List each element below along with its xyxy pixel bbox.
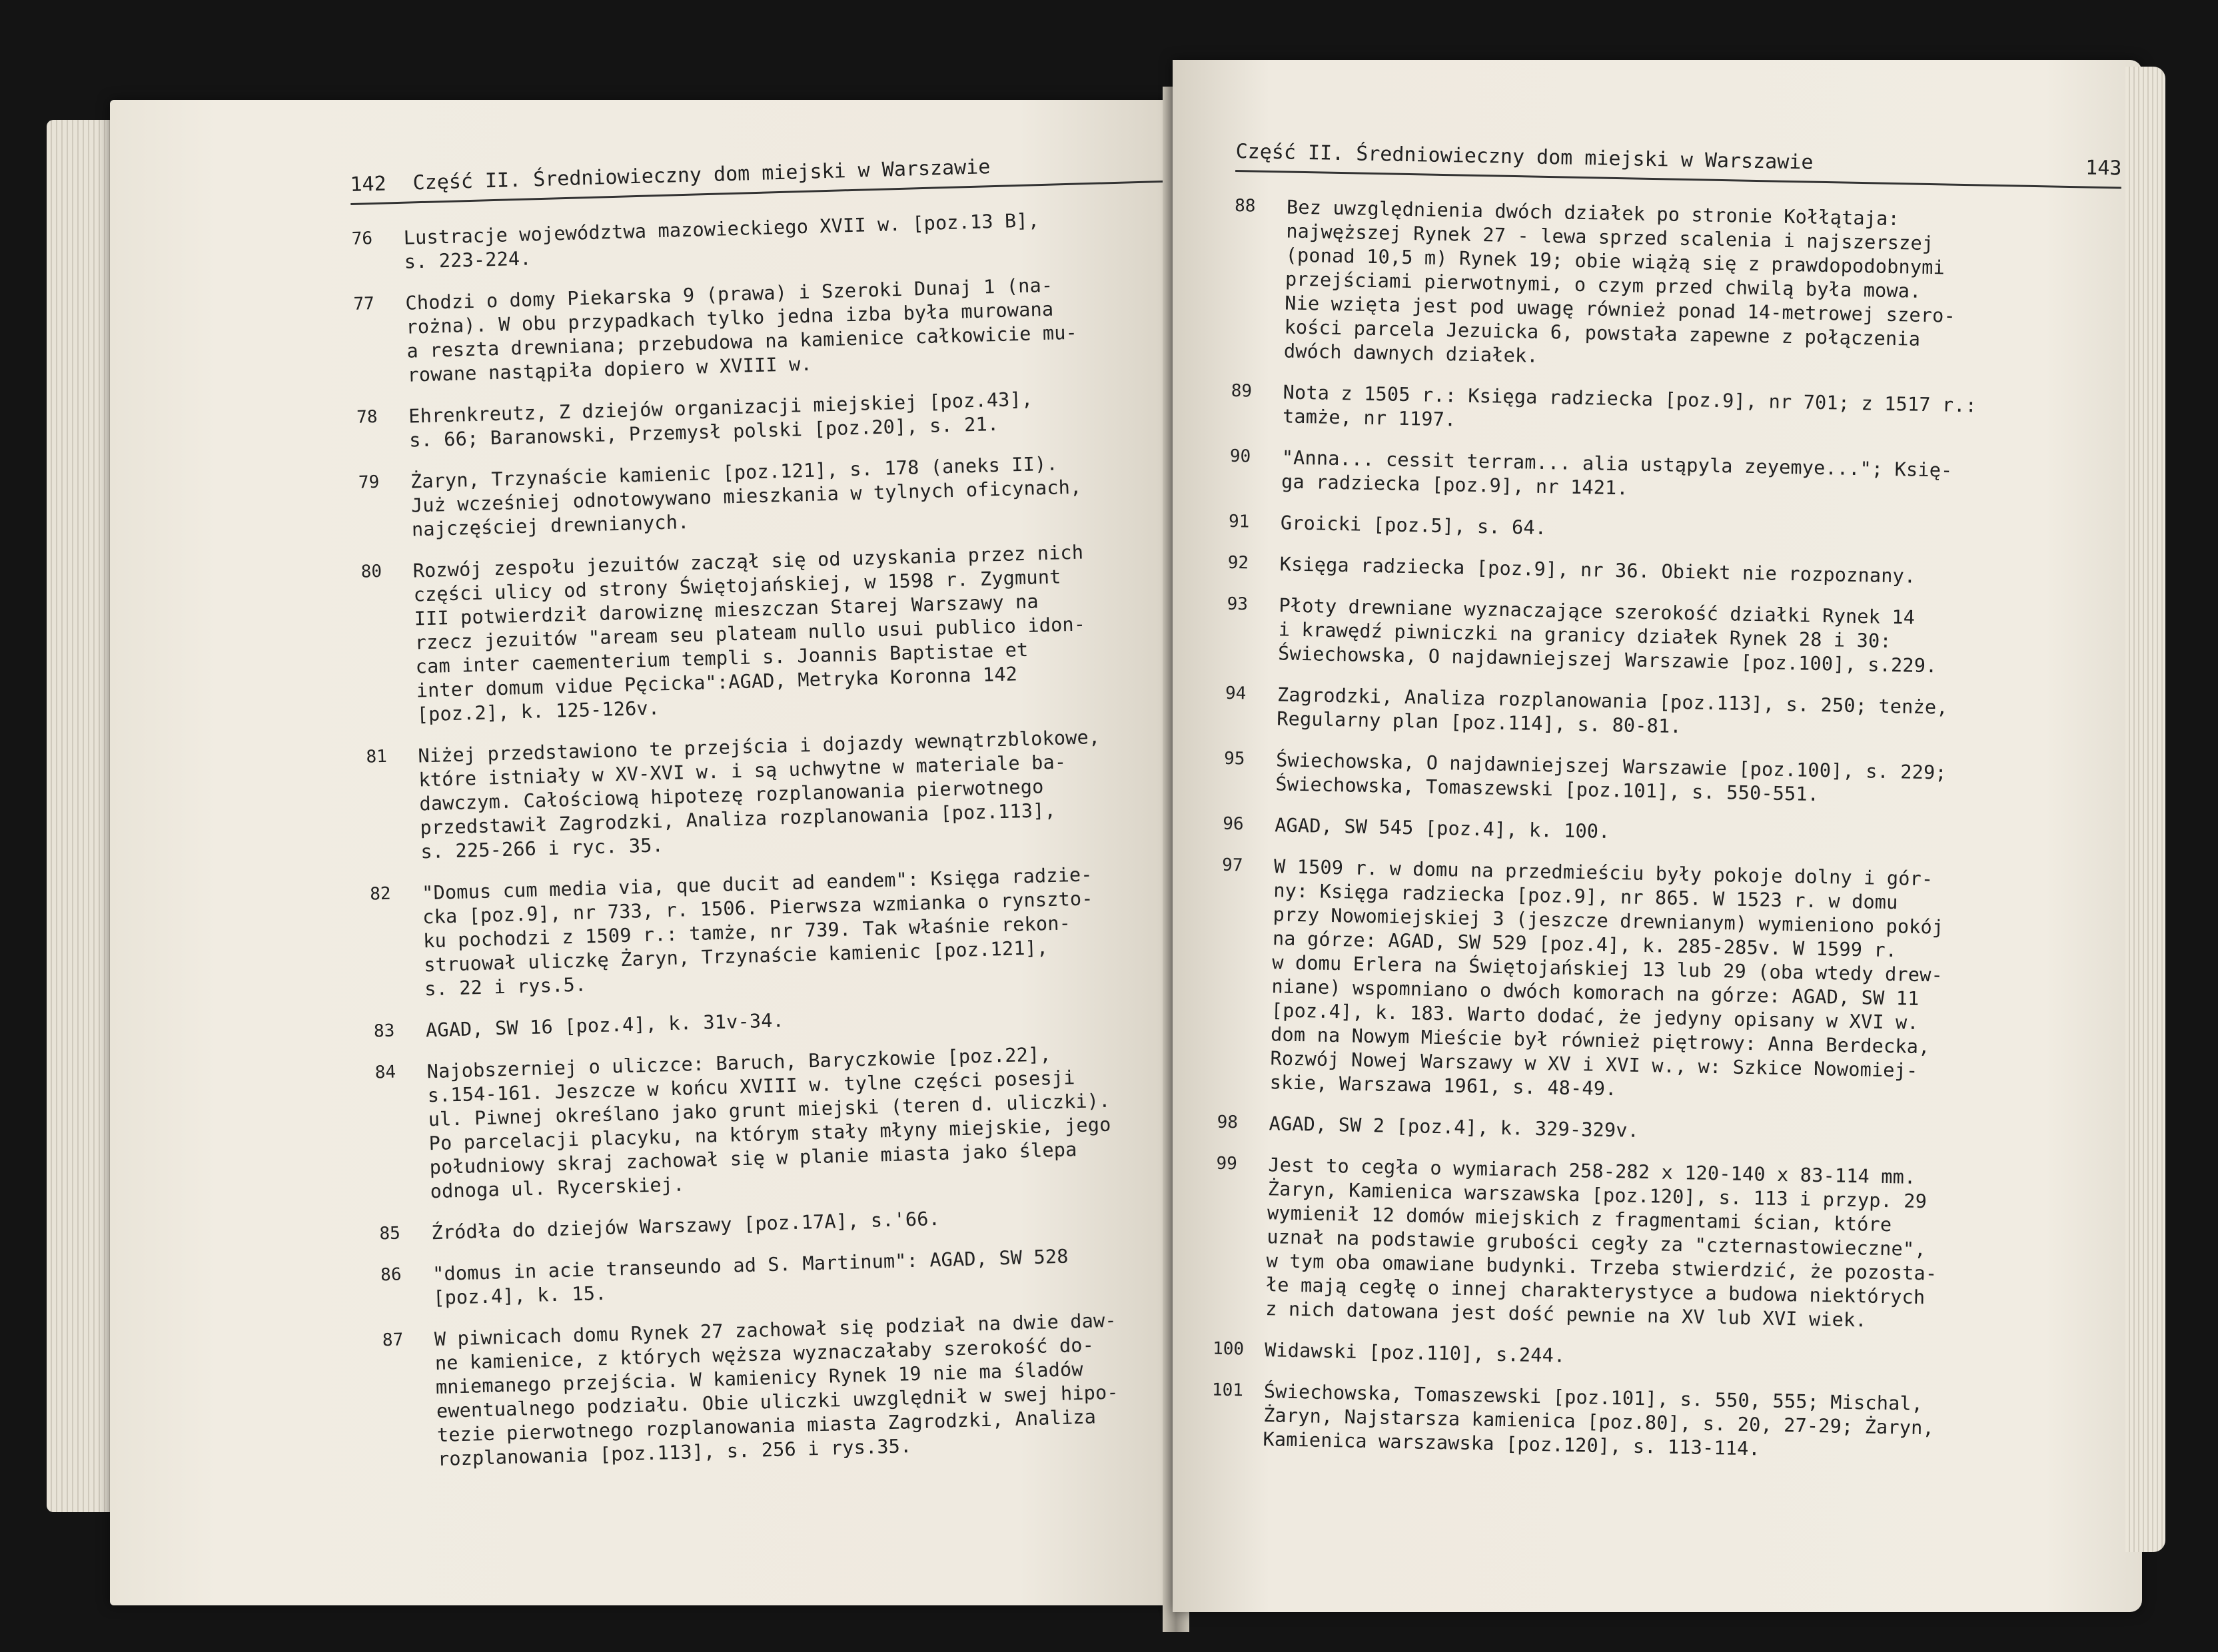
- footnote-text: Nota z 1505 r.: Księga radziecka [poz.9], nr 701; z 1517 r.: tamże, nr 1197.: [1282, 381, 1977, 431]
- footnote-text: AGAD, SW 545 [poz.4], k. 100.: [1274, 814, 1610, 843]
- footnote: [1226, 593, 2113, 682]
- running-title: Część II. Średniowieczny dom miejski w Warszawie: [412, 155, 991, 195]
- footnote: [1213, 1338, 2099, 1379]
- footnote-text: Ehrenkreutz, Z dziejów organizacji miejskiej [poz.43], s. 66; Baranowski, Przemysł polski [poz.20], s. 21.: [408, 388, 1033, 452]
- footnote-number: 77: [353, 294, 375, 314]
- footnote-text: Księga radziecka [poz.9], nr 36. Obiekt nie rozpoznany.: [1279, 553, 1916, 588]
- footnote-text: Jest to cegła o wymiarach 258-282 x 120-140 x 83-114 mm. Żaryn, Kamienica warszawska [poz.120], s. 113 i przyp. 29 wymienił 12 domów miejskich z fragmentami ścian, które uznał na podstawie grubości cegły za "czternastowieczne", w tym oba omawiane budynki. Trzeba stwierdzić, że pozosta- łe mają cegłę o innej charakterystyce a budowa niektórych z nich datowana jest dość pewnie na XV lub XVI wiek.: [1265, 1154, 1938, 1332]
- footnote: [353, 269, 1209, 389]
- footnote: [1223, 747, 2110, 813]
- page-stack-right: [2125, 67, 2165, 1552]
- footnote-number: 100: [1212, 1338, 1245, 1360]
- footnote-text: Chodzi o domy Piekarska 9 (prawa) i Szeroki Dunaj 1 (na- rożna). W obu przypadkach tylko jedna izba była murowana a reszta drewniana; przebudowa na kamienice całkowicie mu- rowane nastąpiła dopiero w XVIII w.: [405, 274, 1078, 386]
- footnote-text: Źródła do dziejów Warszawy [poz.17A], s.'66.: [431, 1207, 941, 1244]
- footnote-number: 93: [1227, 594, 1249, 615]
- footnote-text: Lustracje województwa mazowieckiego XVII w. [poz.13 B], s. 223-224.: [403, 209, 1040, 273]
- footnote: [351, 204, 1205, 276]
- footnote-number: 95: [1223, 748, 1245, 769]
- footnote: [1225, 682, 2111, 747]
- footnote-number: 89: [1231, 380, 1253, 402]
- footnote-number: 94: [1225, 683, 1247, 704]
- footnote-text: Niżej przedstawiono te przejścia i dojazdy wewnątrzblokowe, które istniały w XV-XVI w. i są uchwytne w materiale ba- dawczym. Całościową hipotezę rozplanowania pierwotnego przedstawił Zagrodzki, Analiza rozplanowania [poz.113], s. 225-266 i ryc. 35.: [418, 725, 1101, 863]
- footnote-number: 80: [360, 561, 382, 582]
- footnote-text: Widawski [poz.110], s.244.: [1264, 1339, 1566, 1367]
- footnote-number: 91: [1228, 511, 1250, 532]
- page-number: 143: [2085, 156, 2122, 181]
- footnote: [1227, 552, 2113, 593]
- footnote-text: Rozwój zespołu jezuitów zaczął się od uzyskania przez nich części ulicy od strony Świętojańskiej, w 1598 r. Zygmunt III potwierdził darowiznę mieszczan Starej Warszawy na rzecz jezuitów "aream seu plateam nullo usui publico idon- cam inter caementerium templi s. Joannis Baptistae et inter domum vidue Pęcicka":AGAD, Metryka Koronna 142 [poz.2], k. 125-126v.: [412, 541, 1086, 726]
- footnote: [1229, 445, 2116, 510]
- footnote: [1232, 195, 2121, 379]
- footnote: [370, 859, 1226, 1003]
- footnote-number: 99: [1216, 1153, 1238, 1174]
- footnote: [379, 1199, 1233, 1247]
- footnote: [1231, 380, 2117, 445]
- footnote-number: 84: [374, 1062, 396, 1083]
- footnote-number: 101: [1211, 1380, 1244, 1401]
- footnote-text: Płoty drewniane wyznaczające szerokość działki Rynek 14 i krawędź piwniczki na granicy działek Rynek 28 i 30: Świechowska, O najdawniejszej Warszawie [poz.100], s.229.: [1277, 594, 1938, 677]
- footnote-number: 88: [1234, 195, 1256, 216]
- footnote-text: Świechowska, O najdawniejszej Warszawie [poz.100], s. 229; Świechowska, Tomaszewski [poz.101], s. 550-551.: [1275, 749, 1947, 805]
- footnote-text: Groicki [poz.5], s. 64.: [1280, 512, 1547, 540]
- footnote-text: "domus in acie transeundo ad S. Martinum": AGAD, SW 528 [poz.4], k. 15.: [432, 1245, 1069, 1310]
- running-title: Część II. Średniowieczny dom miejski w Warszawie: [1235, 140, 1814, 175]
- right-page-content: [1211, 140, 2122, 1485]
- footnote-text: AGAD, SW 2 [poz.4], k. 329-329v.: [1269, 1112, 1640, 1142]
- footnote: [374, 997, 1227, 1044]
- footnote: [1211, 1379, 2098, 1468]
- footnote-number: 92: [1227, 552, 1249, 574]
- footnote-text: Zagrodzki, Analiza rozplanowania [poz.113], s. 250; tenże, Regularny plan [poz.114], s. 80-81.: [1277, 683, 1948, 737]
- footnote: [356, 382, 1211, 454]
- footnote: [1217, 1111, 2103, 1152]
- footnote: [382, 1306, 1239, 1473]
- footnote: [1218, 854, 2109, 1110]
- footnote-text: AGAD, SW 16 [poz.4], k. 31v-34.: [425, 1009, 785, 1042]
- footnote-number: 79: [358, 472, 380, 493]
- left-page-content: [350, 149, 1239, 1490]
- footnote-text: Świechowska, Tomaszewski [poz.101], s. 550, 555; Mischal, Żaryn, Najstarsza kamienica [poz.80], s. 20, 27-29; Żaryn, Kamienica warszawska [poz.120], s. 113-114.: [1263, 1380, 1935, 1460]
- footnote-number: 83: [373, 1021, 395, 1042]
- left-page: [110, 100, 1179, 1605]
- footnote: [1213, 1152, 2103, 1337]
- footnote-number: 97: [1221, 855, 1243, 876]
- footnote-text: Żaryn, Trzynaście kamienic [poz.121], s. 178 (aneks II). Już wcześniej odnotowywano mieszkania w tylnych oficynach, najczęściej drewnianych.: [410, 452, 1082, 541]
- right-page: [1173, 60, 2142, 1612]
- footnote-number: 86: [380, 1264, 402, 1286]
- footnote: [1223, 813, 2109, 854]
- footnote-number: 85: [379, 1223, 401, 1244]
- footnote-number: 96: [1222, 813, 1244, 835]
- open-book: [47, 60, 2165, 1612]
- footnote: [380, 1240, 1235, 1312]
- footnote-text: "Anna... cessit terram... alia ustąpyla zeyemye..."; Księ- ga radziecka [poz.9], nr 1421.: [1281, 446, 1953, 500]
- footnote-number: 76: [351, 228, 373, 249]
- footnote: [366, 722, 1222, 866]
- footnote-number: 81: [366, 746, 388, 767]
- right-page-header: [1235, 140, 2122, 189]
- footnote: [360, 537, 1218, 729]
- footnote-text: W piwnicach domu Rynek 27 zachował się podział na dwie daw- ne kamienice, z których węższa wyznaczałaby szerokość do- mniemanego przejścia. W kamienicy Rynek 19 nie ma śladów ewentualnego podziału. Obie uliczki uwzględnił w swej hipo- tezie pierwotnego rozplanowania miasta Zagrodzki, Analiza rozplanowania [poz.113], s. 256 i rys.35.: [434, 1309, 1119, 1471]
- footnote: [374, 1038, 1231, 1206]
- footnote-text: W 1509 r. w domu na przedmieściu były pokoje dolny i gór- ny: Księga radziecka [poz.9], nr 865. W 1523 r. w domu przy Nowomiejskiej 3 (jeszcze drewnianym) wymieniono pokój na górze: AGAD, SW 529 [poz.4], k. 285-285v. W 1599 r. w domu Erlera na Świętojańskiej 13 lub 29 (oba wtedy drew- niane) wspomniano o dwóch komorach na górze: AGAD, SW 11 [poz.4], k. 183. Warto dodać, że jedyny opisany w XVI w. dom na Nowym Mieście był również piętrowy: Anna Berdecka, Rozwój Nowej Warszawy w XV i XVI w., w: Szkice Nowomiej- skie, Warszawa 1961, s. 48-49.: [1269, 855, 1944, 1100]
- footnote-number: 90: [1229, 446, 1251, 467]
- footnote-number: 87: [382, 1330, 404, 1351]
- footnote-number: 98: [1217, 1112, 1239, 1133]
- footnote: [1229, 510, 2115, 552]
- footnote-text: Bez uwzględnienia dwóch działek po stronie Kołłątaja: najwęższej Rynek 27 - lewa sprzed scalenia i najszerszej (ponad 10,5 m) Rynek 19; obie wiążą się z prawdopodobnymi przejściami pierwotnymi, o czym przed chwilą była mowa. Nie wzięta jest pod uwagę również ponad 14-metrowej szero- kości parcela Jezuicka 6, powstała zapewne z połączenia dwóch dawnych działek.: [1283, 196, 1956, 367]
- page-number: 142: [350, 172, 387, 197]
- footnote: [358, 448, 1213, 544]
- footnote-text: Najobszerniej o uliczce: Baruch, Baryczkowie [poz.22], s.154-161. Jeszcze w końcu XVIII w. tylne części posesji ul. Piwnej określano jako grunt miejski (teren d. uliczki). Po parcelacji placyku, na którym stały młyny miejskie, jego południowy skraj zachował się w planie miasta jako ślepa odnoga ul. Rycerskiej.: [426, 1043, 1111, 1203]
- footnote-number: 82: [369, 883, 391, 905]
- footnote-number: 78: [356, 406, 378, 428]
- footnote-text: "Domus cum media via, que ducit ad eandem": Księga radzie- cka [poz.9], nr 733, r. 1506. Pierwsza wzmianka o rynszto- ku pochodzi z 1509 r.: tamże, nr 739. Tak właśnie rekon- struował uliczkę Żaryn, Trzynaście kamienic [poz.121], s. 22 i rys.5.: [421, 863, 1094, 1001]
- left-page-header: [350, 149, 1203, 205]
